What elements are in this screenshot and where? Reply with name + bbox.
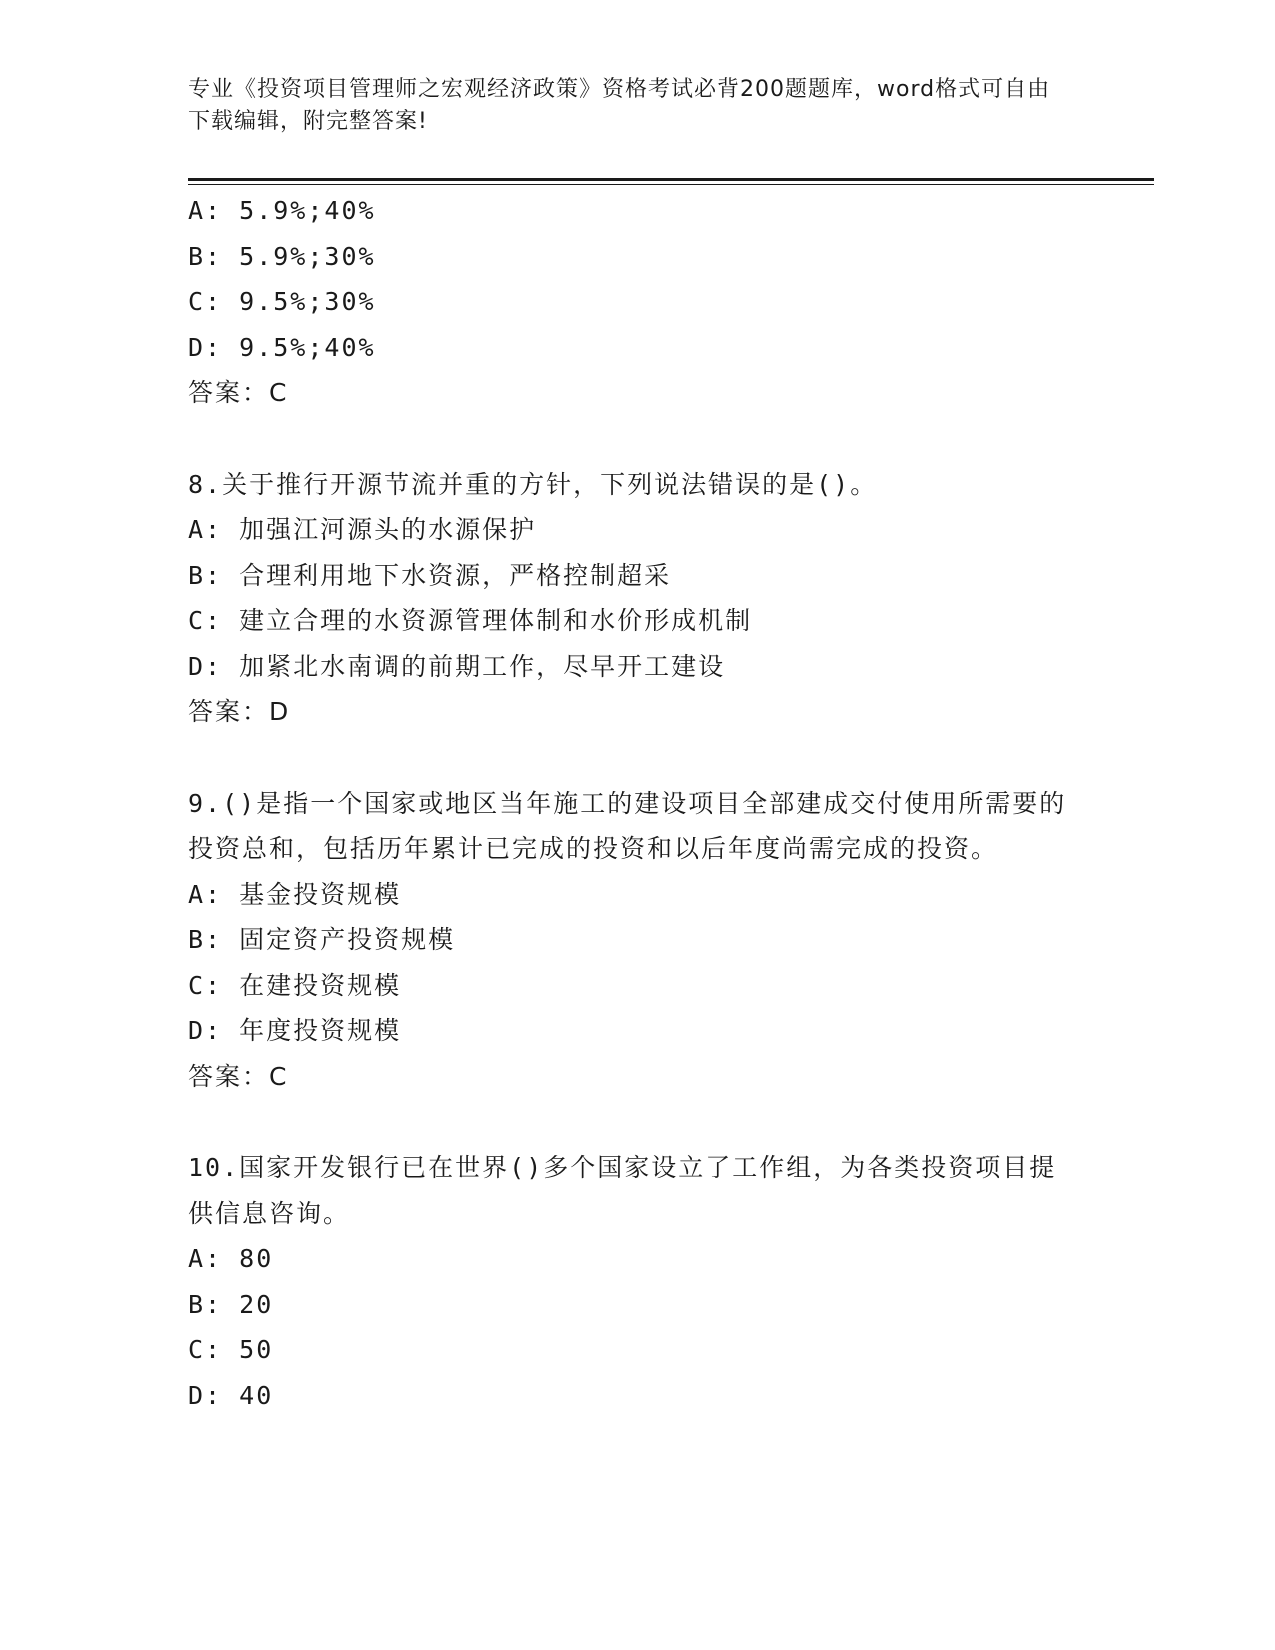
option-a: A: 80 — [188, 1244, 274, 1273]
answer-line: 答案：C — [188, 1061, 289, 1091]
option-a: A: 加强江河源头的水源保护 — [188, 515, 537, 544]
option-c: C: 9.5%;30% — [188, 287, 376, 316]
option-c: C: 建立合理的水资源管理体制和水价形成机制 — [188, 606, 753, 635]
question-7-block — [188, 188, 1068, 416]
option-d: D: 9.5%;40% — [188, 332, 376, 362]
header-divider-thick — [188, 178, 1154, 181]
option-b: B: 5.9%;30% — [188, 241, 376, 271]
option-c: C: 在建投资规模 — [188, 970, 402, 1000]
option-b: B: 20 — [188, 1289, 274, 1319]
question-stem: 9.()是指一个国家或地区当年施工的建设项目全部建成交付使用所需要的投资总和，包括历年累计已完成的投资和以后年度尚需完成的投资。 — [188, 788, 1067, 863]
question-stem: 8.关于推行开源节流并重的方针，下列说法错误的是()。 — [188, 469, 878, 499]
answer-line: 答案：D — [188, 697, 291, 726]
header-divider-thin — [188, 184, 1154, 185]
document-header: 专业《投资项目管理师之宏观经济政策》资格考试必背200题题库，word格式可自由下载编辑，附完整答案! — [188, 77, 1051, 134]
option-b: B: 合理利用地下水资源，严格控制超采 — [188, 560, 672, 590]
question-8-block — [188, 462, 1068, 735]
option-d: D: 年度投资规模 — [188, 1016, 402, 1045]
option-d: D: 40 — [188, 1380, 274, 1410]
option-a: A: 基金投资规模 — [188, 879, 402, 909]
option-b: B: 固定资产投资规模 — [188, 925, 456, 954]
question-9-block — [188, 781, 1068, 1100]
question-content — [188, 188, 1068, 1418]
question-10-block — [188, 1145, 1068, 1418]
answer-line: 答案：C — [188, 378, 289, 407]
option-d: D: 加紧北水南调的前期工作，尽早开工建设 — [188, 651, 726, 681]
option-a: A: 5.9%;40% — [188, 196, 376, 225]
option-c: C: 50 — [188, 1335, 274, 1364]
question-stem: 10.国家开发银行已在世界()多个国家设立了工作组，为各类投资项目提供信息咨询。 — [188, 1153, 1057, 1228]
